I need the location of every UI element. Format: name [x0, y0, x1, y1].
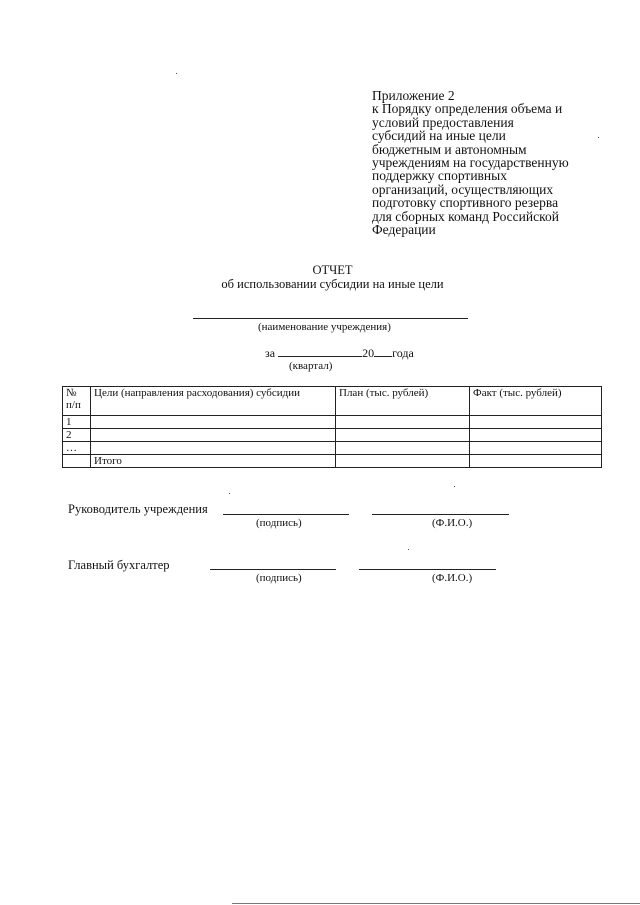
bottom-scan-line	[232, 903, 640, 904]
period-suffix: года	[392, 346, 414, 360]
table-header-row	[63, 387, 602, 416]
annex-line: условий предоставления	[372, 114, 514, 130]
col-header-goals: Цели (направления расходования) субсидии	[91, 387, 336, 416]
total-label: Итого	[91, 455, 336, 468]
col-header-plan: План (тыс. рублей)	[336, 387, 470, 416]
report-subtitle: об использовании субсидии на иные цели	[221, 277, 444, 291]
table-cell[interactable]	[470, 442, 602, 455]
period-line	[265, 346, 414, 361]
quarter-caption: (квартал)	[289, 360, 333, 372]
annex-line: Федерации	[372, 222, 436, 238]
scan-speck	[408, 549, 409, 550]
col-header-number: № п/п	[63, 387, 91, 416]
institution-name-line[interactable]	[193, 318, 468, 319]
table-cell: 1	[63, 416, 91, 429]
head-name-caption: (Ф.И.О.)	[432, 517, 473, 529]
table-cell[interactable]	[470, 429, 602, 442]
table-cell	[63, 455, 91, 468]
annex-line: субсидий на иные цели	[372, 128, 506, 144]
annex-line: Приложение 2	[372, 88, 455, 103]
annex-line: бюджетным и автономным	[372, 141, 527, 157]
scan-speck	[454, 486, 455, 487]
table-cell[interactable]	[336, 416, 470, 429]
year-blank[interactable]	[374, 346, 392, 357]
scan-speck	[176, 73, 177, 74]
table-cell[interactable]	[470, 416, 602, 429]
period-prefix: за	[265, 346, 276, 360]
accountant-name-caption: (Ф.И.О.)	[432, 572, 473, 584]
table-row	[63, 416, 602, 429]
accountant-signature-line[interactable]	[210, 569, 336, 570]
table-cell[interactable]	[91, 416, 336, 429]
report-title: ОТЧЕТ	[312, 263, 353, 277]
scan-speck	[598, 137, 599, 138]
institution-caption: (наименование учреждения)	[258, 321, 391, 333]
head-signature-line[interactable]	[223, 514, 349, 515]
col-header-fact: Факт (тыс. рублей)	[470, 387, 602, 416]
accountant-name-line[interactable]	[359, 569, 496, 570]
accountant-signature-caption: (подпись)	[256, 572, 302, 584]
head-name-line[interactable]	[372, 514, 509, 515]
table-cell[interactable]	[470, 455, 602, 468]
annex-line: к Порядку определения объема и	[372, 101, 563, 117]
annex-line: поддержку спортивных	[372, 168, 507, 184]
annex-line: для сборных команд Российской	[372, 208, 559, 224]
annex-line: подготовку спортивного резерва	[372, 195, 559, 211]
table-cell[interactable]	[336, 429, 470, 442]
table-cell: 2	[63, 429, 91, 442]
period-year: 20	[362, 346, 375, 360]
annex-line: организаций, осуществляющих	[372, 181, 554, 197]
accountant-label: Главный бухгалтер	[68, 558, 170, 572]
table-row	[63, 442, 602, 455]
scan-speck	[229, 493, 230, 494]
table-cell[interactable]	[91, 429, 336, 442]
report-table	[62, 386, 602, 468]
table-total-row	[63, 455, 602, 468]
head-signature-caption: (подпись)	[256, 517, 302, 529]
annex-header	[372, 89, 634, 236]
table-cell[interactable]	[91, 442, 336, 455]
quarter-blank[interactable]	[278, 346, 362, 357]
table-cell[interactable]	[336, 455, 470, 468]
table-cell: …	[63, 442, 91, 455]
table-row	[63, 429, 602, 442]
table-cell[interactable]	[336, 442, 470, 455]
annex-line: учреждениям на государственную	[372, 155, 569, 171]
head-label: Руководитель учреждения	[68, 502, 208, 516]
